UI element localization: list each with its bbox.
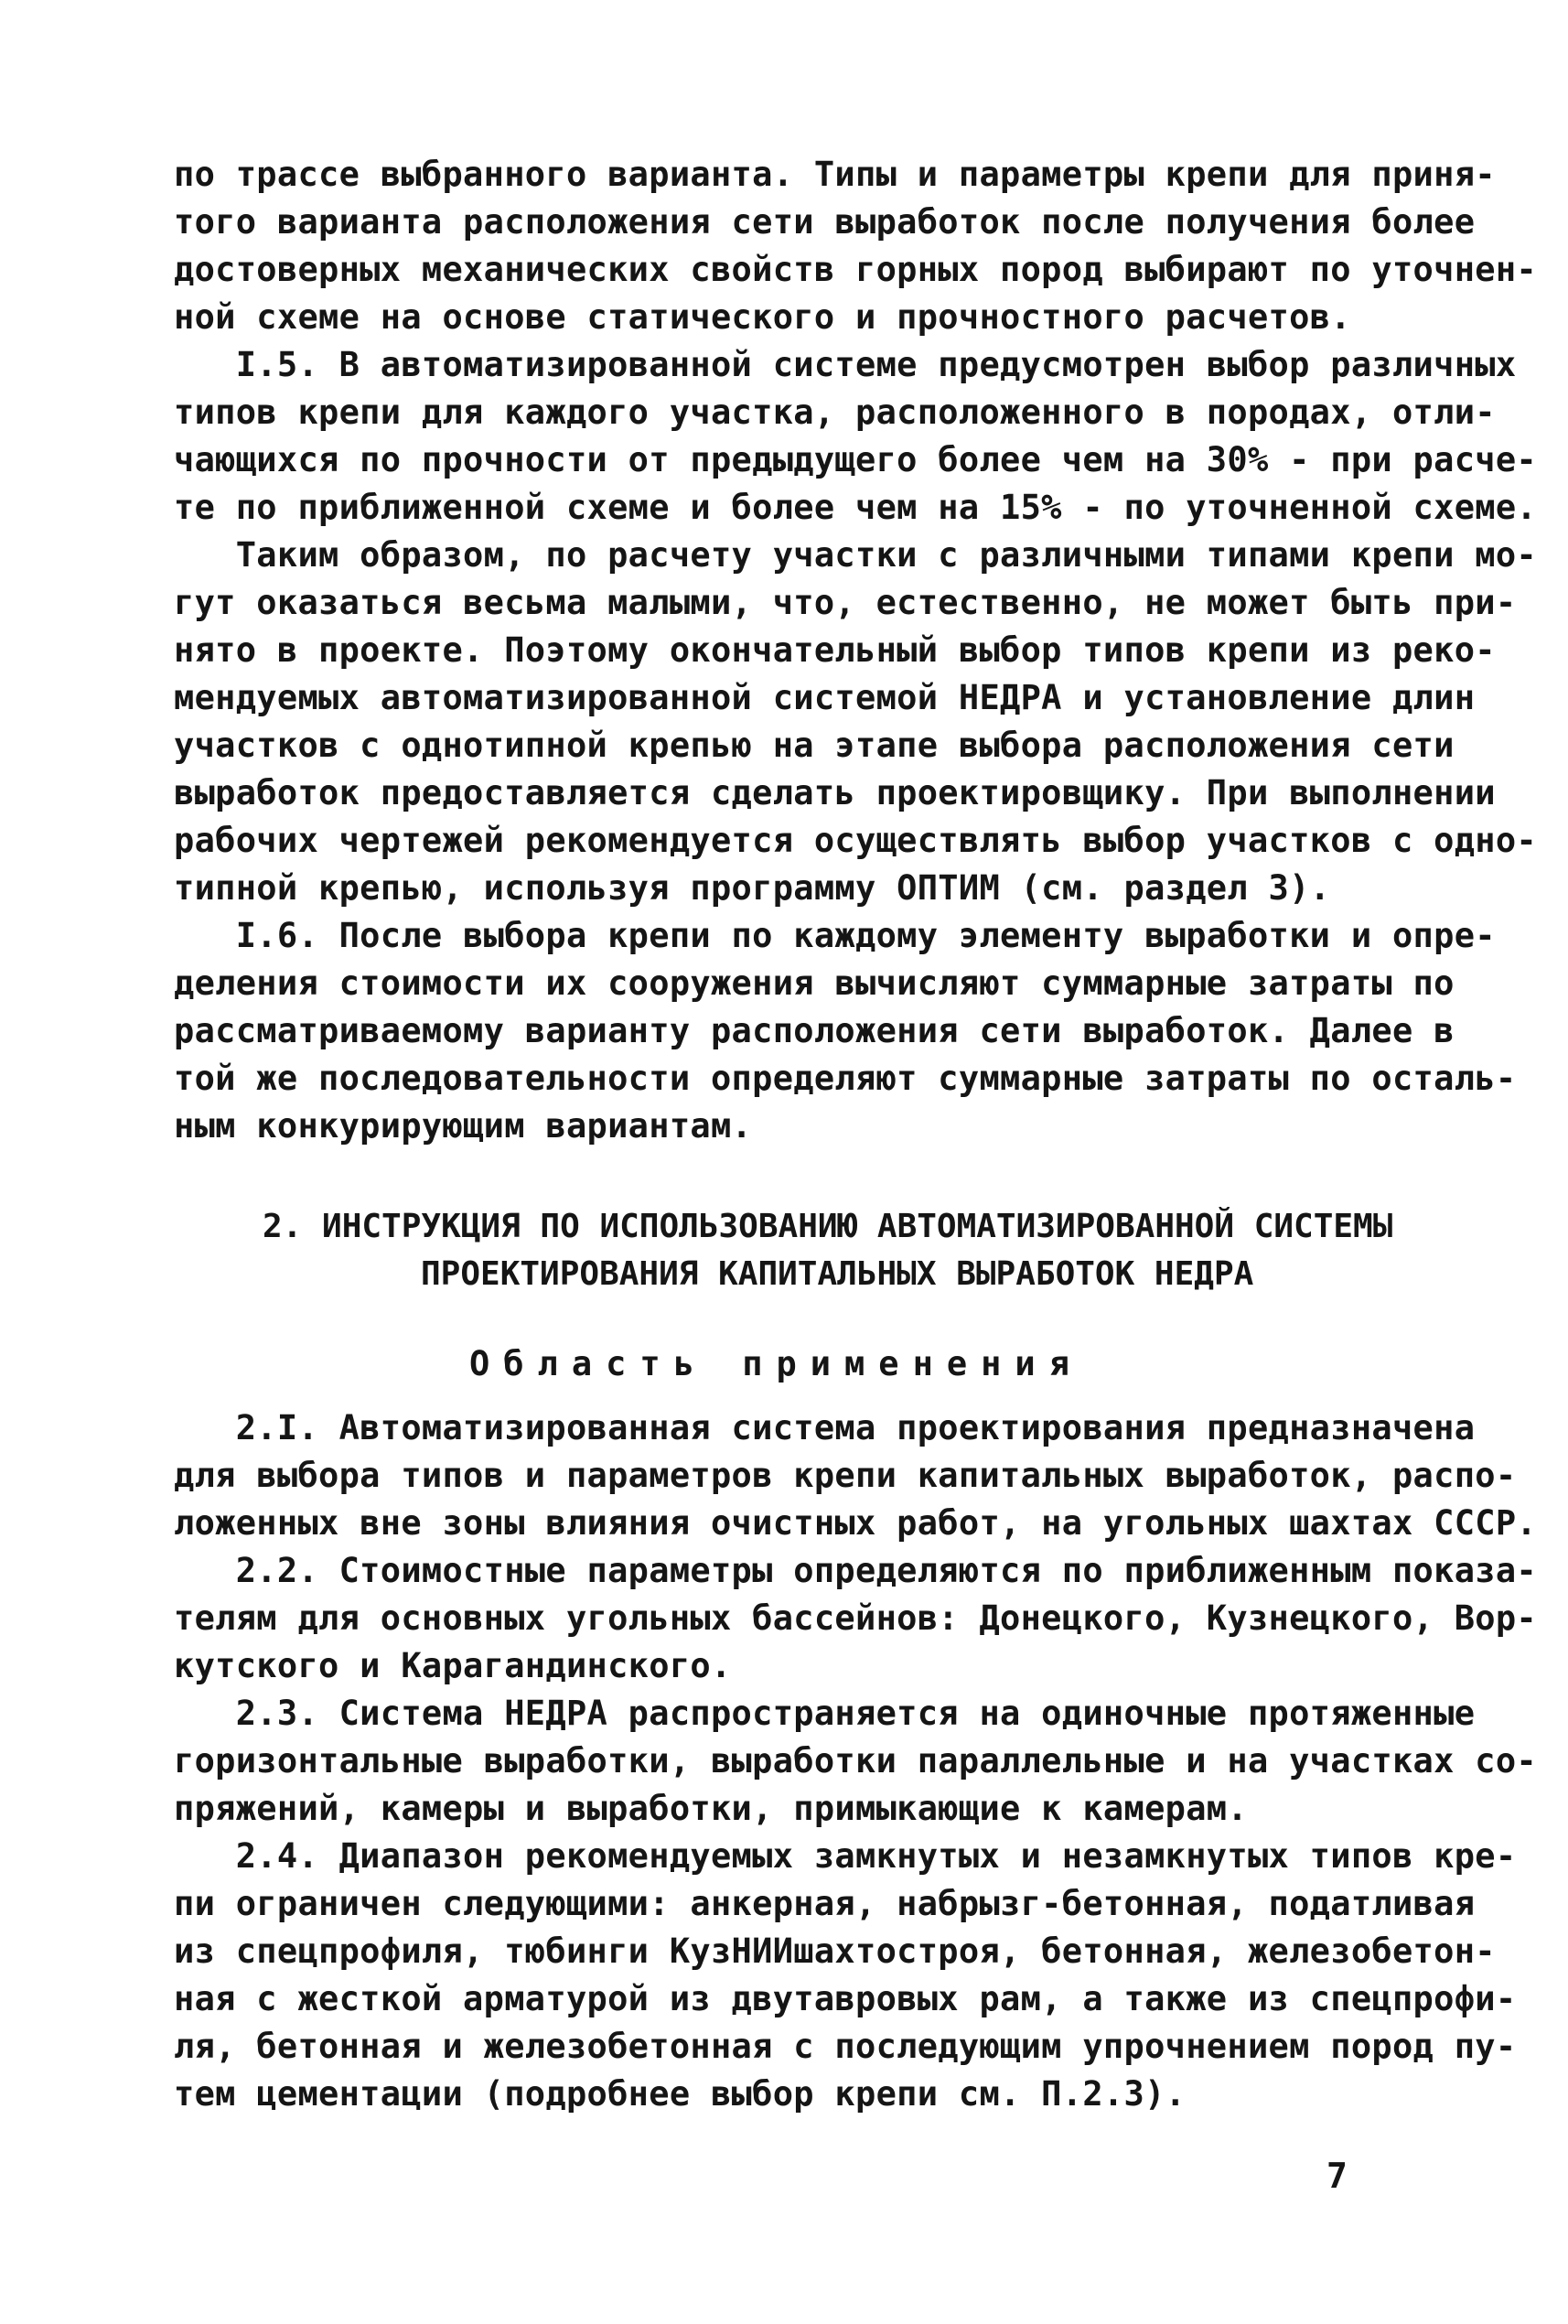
body-line: из спецпрофиля, тюбинги КузНИИшахтостроя, бетонная, железобетон- — [174, 1931, 1496, 1971]
body-line: ным конкурирующим вариантам. — [174, 1106, 753, 1146]
body-line: типной крепью, используя программу ОПТИМ (см. раздел 3). — [174, 868, 1331, 908]
body-line: те по приближенной схеме и более чем на 15% - по уточненной схеме. — [174, 488, 1538, 527]
body-line: 2.3. Система НЕДРА распространяется на одиночные протяженные — [174, 1694, 1476, 1733]
body-line: тем цементации (подробнее выбор крепи см. П.2.3). — [174, 2074, 1187, 2114]
body-line: пряжений, камеры и выработки, примыкающие к камерам. — [174, 1789, 1248, 1828]
body-line: 2.I. Автоматизированная система проектирования предназначена — [174, 1408, 1476, 1447]
body-line: 2.2. Стоимостные параметры определяются по приближенным показа- — [174, 1551, 1538, 1590]
body-line: того варианта расположения сети выработок после получения более — [174, 202, 1476, 242]
body-line: нято в проекте. Поэтому окончательный выбор типов крепи из реко- — [174, 630, 1496, 670]
body-line: кутского и Карагандинского. — [174, 1646, 732, 1685]
body-line: телям для основных угольных бассейнов: Донецкого, Кузнецкого, Вор- — [174, 1598, 1538, 1638]
body-line: деления стоимости их сооружения вычисляют суммарные затраты по — [174, 963, 1455, 1003]
body-line: чающихся по прочности от предыдущего более чем на 30% - при расче- — [174, 440, 1538, 479]
page-number: 7 — [1326, 2156, 1348, 2196]
body-line: достоверных механических свойств горных пород выбирают по уточнен- — [174, 250, 1538, 289]
body-line: ной схеме на основе статического и прочностного расчетов. — [174, 297, 1351, 337]
body-line: ложенных вне зоны влияния очистных работ, на угольных шахтах СССР. — [174, 1503, 1538, 1543]
section-heading: 2. ИНСТРУКЦИЯ ПО ИСПОЛЬЗОВАНИЮ АВТОМАТИЗИРОВАННОЙ СИСТЕМЫ — [263, 1208, 1393, 1245]
body-line: участков с однотипной крепью на этапе выбора расположения сети — [174, 726, 1455, 765]
body-line: выработок предоставляется сделать проектировщику. При выполнении — [174, 773, 1496, 812]
body-line: Таким образом, по расчету участки с различными типами крепи мо- — [174, 535, 1538, 575]
body-line: ля, бетонная и железобетонная с последующим упрочнением пород пу- — [174, 2027, 1517, 2066]
body-line: типов крепи для каждого участка, расположенного в породах, отли- — [174, 393, 1496, 432]
body-line: горизонтальные выработки, выработки параллельные и на участках со- — [174, 1741, 1538, 1781]
body-line: мендуемых автоматизированной системой НЕДРА и установление длин — [174, 678, 1476, 717]
body-line: рассматриваемому варианту расположения сети выработок. Далее в — [174, 1011, 1455, 1050]
subsection-title: Область применения — [469, 1344, 1083, 1383]
body-line: пи ограничен следующими: анкерная, набрызг-бетонная, податливая — [174, 1884, 1476, 1923]
body-line: I.6. После выбора крепи по каждому элементу выработки и опре- — [174, 916, 1496, 955]
body-line: гут оказаться весьма малыми, что, естественно, не может быть при- — [174, 583, 1517, 622]
body-line: той же последовательности определяют суммарные затраты по осталь- — [174, 1059, 1517, 1098]
section-heading-continued: ПРОЕКТИРОВАНИЯ КАПИТАЛЬНЫХ ВЫРАБОТОК НЕДРА — [421, 1255, 1254, 1293]
body-line: рабочих чертежей рекомендуется осуществлять выбор участков с одно- — [174, 821, 1538, 860]
body-line: для выбора типов и параметров крепи капитальных выработок, распо- — [174, 1456, 1517, 1495]
body-line: I.5. В автоматизированной системе предусмотрен выбор различных — [174, 345, 1517, 384]
body-line: по трассе выбранного варианта. Типы и параметры крепи для приня- — [174, 155, 1496, 194]
body-line: 2.4. Диапазон рекомендуемых замкнутых и незамкнутых типов кре- — [174, 1836, 1517, 1876]
body-line: ная с жесткой арматурой из двутавровых рам, а также из спецпрофи- — [174, 1979, 1517, 2018]
